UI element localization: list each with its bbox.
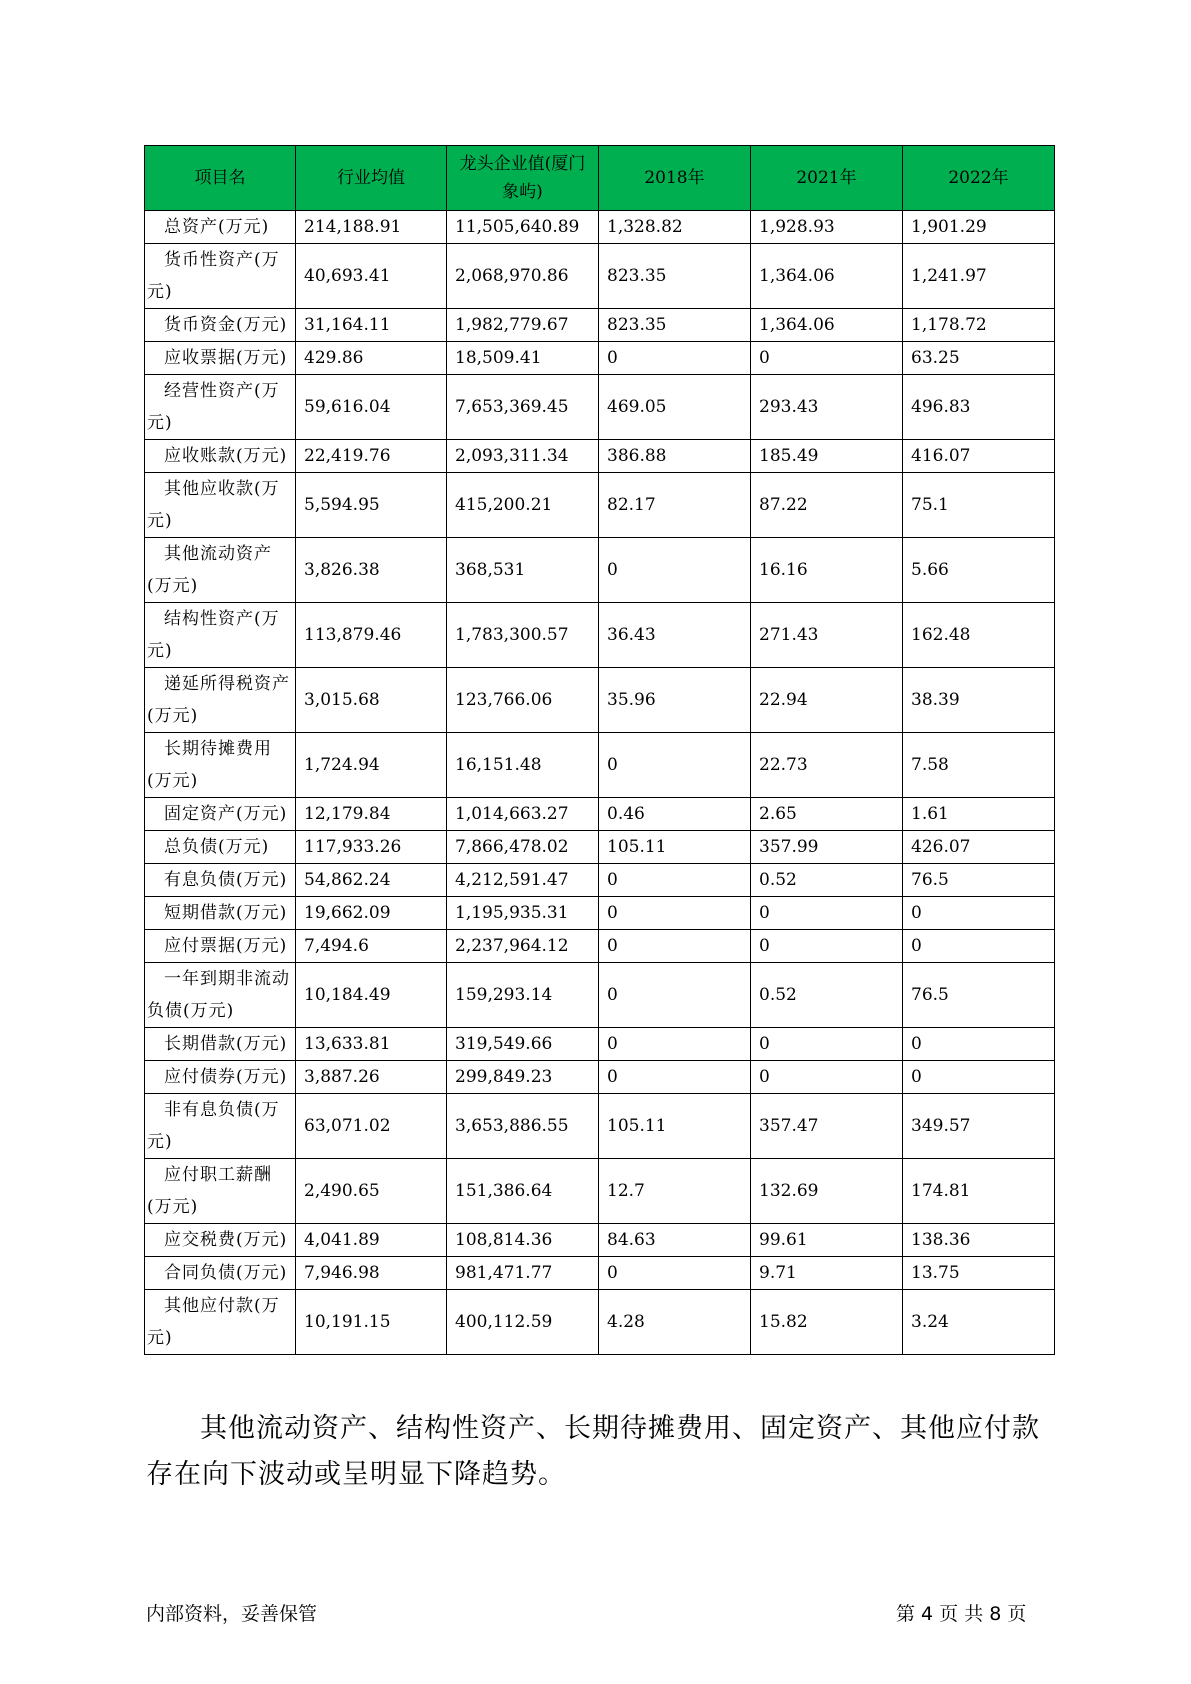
value-2021-cell: 271.43 bbox=[751, 603, 903, 668]
value-2018-cell: 0 bbox=[599, 963, 751, 1028]
row-name-cell: 其他应付款(万元) bbox=[145, 1290, 296, 1355]
value-2022-cell: 1,241.97 bbox=[903, 244, 1055, 309]
value-2021-cell: 1,364.06 bbox=[751, 309, 903, 342]
leader-value-cell: 319,549.66 bbox=[447, 1028, 599, 1061]
row-name-cell: 总负债(万元) bbox=[145, 831, 296, 864]
value-2018-cell: 823.35 bbox=[599, 309, 751, 342]
row-name-cell: 结构性资产(万元) bbox=[145, 603, 296, 668]
value-2021-cell: 0.52 bbox=[751, 963, 903, 1028]
industry-avg-cell: 1,724.94 bbox=[296, 733, 447, 798]
header-industry-avg: 行业均值 bbox=[296, 146, 447, 211]
value-2018-cell: 823.35 bbox=[599, 244, 751, 309]
value-2018-cell: 12.7 bbox=[599, 1159, 751, 1224]
table-row bbox=[145, 733, 1055, 798]
industry-avg-cell: 12,179.84 bbox=[296, 798, 447, 831]
footer-page-number: 第 4 页 共 8 页 bbox=[896, 1603, 1027, 1625]
industry-avg-cell: 117,933.26 bbox=[296, 831, 447, 864]
table-header-row bbox=[145, 146, 1055, 211]
row-name-cell: 短期借款(万元) bbox=[145, 897, 296, 930]
industry-avg-cell: 429.86 bbox=[296, 342, 447, 375]
value-2021-cell: 0 bbox=[751, 930, 903, 963]
leader-value-cell: 400,112.59 bbox=[447, 1290, 599, 1355]
value-2021-cell: 87.22 bbox=[751, 473, 903, 538]
value-2022-cell: 63.25 bbox=[903, 342, 1055, 375]
value-2022-cell: 162.48 bbox=[903, 603, 1055, 668]
value-2018-cell: 0 bbox=[599, 538, 751, 603]
header-leader-value: 龙头企业值(厦门象屿) bbox=[447, 146, 599, 211]
industry-avg-cell: 13,633.81 bbox=[296, 1028, 447, 1061]
value-2018-cell: 35.96 bbox=[599, 668, 751, 733]
footer-confidential-note: 内部资料，妥善保管 bbox=[146, 1603, 318, 1625]
value-2018-cell: 4.28 bbox=[599, 1290, 751, 1355]
leader-value-cell: 415,200.21 bbox=[447, 473, 599, 538]
value-2018-cell: 84.63 bbox=[599, 1224, 751, 1257]
value-2021-cell: 0.52 bbox=[751, 864, 903, 897]
table-row bbox=[145, 342, 1055, 375]
value-2021-cell: 0 bbox=[751, 342, 903, 375]
table-body bbox=[145, 211, 1055, 1355]
value-2018-cell: 0 bbox=[599, 342, 751, 375]
value-2022-cell: 75.1 bbox=[903, 473, 1055, 538]
table-row bbox=[145, 798, 1055, 831]
leader-value-cell: 2,068,970.86 bbox=[447, 244, 599, 309]
leader-value-cell: 1,783,300.57 bbox=[447, 603, 599, 668]
value-2018-cell: 0 bbox=[599, 1028, 751, 1061]
value-2022-cell: 7.58 bbox=[903, 733, 1055, 798]
row-name-cell: 应收账款(万元) bbox=[145, 440, 296, 473]
industry-avg-cell: 63,071.02 bbox=[296, 1094, 447, 1159]
leader-value-cell: 2,093,311.34 bbox=[447, 440, 599, 473]
value-2021-cell: 22.94 bbox=[751, 668, 903, 733]
header-item-name: 项目名 bbox=[145, 146, 296, 211]
leader-value-cell: 368,531 bbox=[447, 538, 599, 603]
value-2022-cell: 426.07 bbox=[903, 831, 1055, 864]
industry-avg-cell: 113,879.46 bbox=[296, 603, 447, 668]
table-row bbox=[145, 603, 1055, 668]
row-name-cell: 经营性资产(万元) bbox=[145, 375, 296, 440]
leader-value-cell: 159,293.14 bbox=[447, 963, 599, 1028]
value-2022-cell: 38.39 bbox=[903, 668, 1055, 733]
leader-value-cell: 123,766.06 bbox=[447, 668, 599, 733]
row-name-cell: 固定资产(万元) bbox=[145, 798, 296, 831]
leader-value-cell: 16,151.48 bbox=[447, 733, 599, 798]
table-row bbox=[145, 1290, 1055, 1355]
table-row bbox=[145, 211, 1055, 244]
leader-value-cell: 1,195,935.31 bbox=[447, 897, 599, 930]
value-2021-cell: 15.82 bbox=[751, 1290, 903, 1355]
value-2021-cell: 185.49 bbox=[751, 440, 903, 473]
industry-avg-cell: 54,862.24 bbox=[296, 864, 447, 897]
row-name-cell: 货币性资产(万元) bbox=[145, 244, 296, 309]
industry-avg-cell: 19,662.09 bbox=[296, 897, 447, 930]
row-name-cell: 长期借款(万元) bbox=[145, 1028, 296, 1061]
industry-avg-cell: 7,494.6 bbox=[296, 930, 447, 963]
value-2022-cell: 3.24 bbox=[903, 1290, 1055, 1355]
industry-avg-cell: 3,826.38 bbox=[296, 538, 447, 603]
value-2018-cell: 82.17 bbox=[599, 473, 751, 538]
value-2018-cell: 469.05 bbox=[599, 375, 751, 440]
value-2022-cell: 0 bbox=[903, 930, 1055, 963]
industry-avg-cell: 3,015.68 bbox=[296, 668, 447, 733]
leader-value-cell: 1,014,663.27 bbox=[447, 798, 599, 831]
row-name-cell: 应付职工薪酬(万元) bbox=[145, 1159, 296, 1224]
value-2022-cell: 0 bbox=[903, 1028, 1055, 1061]
value-2021-cell: 357.47 bbox=[751, 1094, 903, 1159]
row-name-cell: 应付票据(万元) bbox=[145, 930, 296, 963]
value-2022-cell: 0 bbox=[903, 1061, 1055, 1094]
value-2022-cell: 76.5 bbox=[903, 864, 1055, 897]
value-2021-cell: 357.99 bbox=[751, 831, 903, 864]
value-2022-cell: 1.61 bbox=[903, 798, 1055, 831]
leader-value-cell: 7,866,478.02 bbox=[447, 831, 599, 864]
leader-value-cell: 7,653,369.45 bbox=[447, 375, 599, 440]
leader-value-cell: 151,386.64 bbox=[447, 1159, 599, 1224]
row-name-cell: 递延所得税资产(万元) bbox=[145, 668, 296, 733]
value-2022-cell: 1,901.29 bbox=[903, 211, 1055, 244]
leader-value-cell: 108,814.36 bbox=[447, 1224, 599, 1257]
row-name-cell: 有息负债(万元) bbox=[145, 864, 296, 897]
header-year-2021: 2021年 bbox=[751, 146, 903, 211]
value-2021-cell: 0 bbox=[751, 1028, 903, 1061]
leader-value-cell: 299,849.23 bbox=[447, 1061, 599, 1094]
value-2021-cell: 1,364.06 bbox=[751, 244, 903, 309]
table-row bbox=[145, 668, 1055, 733]
value-2021-cell: 22.73 bbox=[751, 733, 903, 798]
industry-avg-cell: 40,693.41 bbox=[296, 244, 447, 309]
industry-avg-cell: 3,887.26 bbox=[296, 1061, 447, 1094]
row-name-cell: 合同负债(万元) bbox=[145, 1257, 296, 1290]
table-row bbox=[145, 538, 1055, 603]
table-row bbox=[145, 440, 1055, 473]
table-row bbox=[145, 963, 1055, 1028]
leader-value-cell: 18,509.41 bbox=[447, 342, 599, 375]
value-2022-cell: 174.81 bbox=[903, 1159, 1055, 1224]
value-2018-cell: 1,328.82 bbox=[599, 211, 751, 244]
leader-value-cell: 981,471.77 bbox=[447, 1257, 599, 1290]
row-name-cell: 应交税费(万元) bbox=[145, 1224, 296, 1257]
value-2021-cell: 99.61 bbox=[751, 1224, 903, 1257]
value-2021-cell: 132.69 bbox=[751, 1159, 903, 1224]
value-2018-cell: 0 bbox=[599, 897, 751, 930]
table-row bbox=[145, 244, 1055, 309]
header-year-2022: 2022年 bbox=[903, 146, 1055, 211]
value-2022-cell: 13.75 bbox=[903, 1257, 1055, 1290]
summary-paragraph: 其他流动资产、结构性资产、长期待摊费用、固定资产、其他应付款存在向下波动或呈明显下降趋势。 bbox=[146, 1413, 1040, 1490]
leader-value-cell: 11,505,640.89 bbox=[447, 211, 599, 244]
row-name-cell: 总资产(万元) bbox=[145, 211, 296, 244]
value-2018-cell: 0.46 bbox=[599, 798, 751, 831]
value-2021-cell: 0 bbox=[751, 1061, 903, 1094]
leader-value-cell: 2,237,964.12 bbox=[447, 930, 599, 963]
value-2022-cell: 76.5 bbox=[903, 963, 1055, 1028]
value-2021-cell: 2.65 bbox=[751, 798, 903, 831]
table-row bbox=[145, 1061, 1055, 1094]
row-name-cell: 长期待摊费用(万元) bbox=[145, 733, 296, 798]
value-2022-cell: 1,178.72 bbox=[903, 309, 1055, 342]
value-2018-cell: 0 bbox=[599, 864, 751, 897]
table-row bbox=[145, 1257, 1055, 1290]
table-row bbox=[145, 1028, 1055, 1061]
value-2018-cell: 0 bbox=[599, 733, 751, 798]
value-2021-cell: 293.43 bbox=[751, 375, 903, 440]
value-2022-cell: 349.57 bbox=[903, 1094, 1055, 1159]
industry-avg-cell: 10,184.49 bbox=[296, 963, 447, 1028]
table-row bbox=[145, 897, 1055, 930]
industry-avg-cell: 2,490.65 bbox=[296, 1159, 447, 1224]
industry-avg-cell: 10,191.15 bbox=[296, 1290, 447, 1355]
table-row bbox=[145, 1224, 1055, 1257]
value-2022-cell: 0 bbox=[903, 897, 1055, 930]
leader-value-cell: 3,653,886.55 bbox=[447, 1094, 599, 1159]
value-2022-cell: 5.66 bbox=[903, 538, 1055, 603]
value-2018-cell: 105.11 bbox=[599, 1094, 751, 1159]
industry-avg-cell: 214,188.91 bbox=[296, 211, 447, 244]
leader-value-cell: 1,982,779.67 bbox=[447, 309, 599, 342]
value-2018-cell: 386.88 bbox=[599, 440, 751, 473]
row-name-cell: 非有息负债(万元) bbox=[145, 1094, 296, 1159]
industry-avg-cell: 22,419.76 bbox=[296, 440, 447, 473]
value-2018-cell: 105.11 bbox=[599, 831, 751, 864]
table-row bbox=[145, 1159, 1055, 1224]
table-row bbox=[145, 1094, 1055, 1159]
industry-avg-cell: 7,946.98 bbox=[296, 1257, 447, 1290]
row-name-cell: 应付债券(万元) bbox=[145, 1061, 296, 1094]
value-2022-cell: 496.83 bbox=[903, 375, 1055, 440]
row-name-cell: 应收票据(万元) bbox=[145, 342, 296, 375]
industry-avg-cell: 5,594.95 bbox=[296, 473, 447, 538]
value-2018-cell: 0 bbox=[599, 1061, 751, 1094]
value-2022-cell: 416.07 bbox=[903, 440, 1055, 473]
financial-table bbox=[144, 145, 1055, 1355]
value-2021-cell: 1,928.93 bbox=[751, 211, 903, 244]
table-row bbox=[145, 864, 1055, 897]
table-row bbox=[145, 930, 1055, 963]
table-row bbox=[145, 473, 1055, 538]
industry-avg-cell: 59,616.04 bbox=[296, 375, 447, 440]
header-year-2018: 2018年 bbox=[599, 146, 751, 211]
value-2021-cell: 0 bbox=[751, 897, 903, 930]
industry-avg-cell: 31,164.11 bbox=[296, 309, 447, 342]
value-2021-cell: 16.16 bbox=[751, 538, 903, 603]
value-2022-cell: 138.36 bbox=[903, 1224, 1055, 1257]
row-name-cell: 一年到期非流动负债(万元) bbox=[145, 963, 296, 1028]
value-2018-cell: 0 bbox=[599, 930, 751, 963]
value-2018-cell: 36.43 bbox=[599, 603, 751, 668]
table-row bbox=[145, 309, 1055, 342]
row-name-cell: 其他流动资产(万元) bbox=[145, 538, 296, 603]
row-name-cell: 其他应收款(万元) bbox=[145, 473, 296, 538]
value-2018-cell: 0 bbox=[599, 1257, 751, 1290]
leader-value-cell: 4,212,591.47 bbox=[447, 864, 599, 897]
row-name-cell: 货币资金(万元) bbox=[145, 309, 296, 342]
table-row bbox=[145, 831, 1055, 864]
value-2021-cell: 9.71 bbox=[751, 1257, 903, 1290]
industry-avg-cell: 4,041.89 bbox=[296, 1224, 447, 1257]
table-row bbox=[145, 375, 1055, 440]
